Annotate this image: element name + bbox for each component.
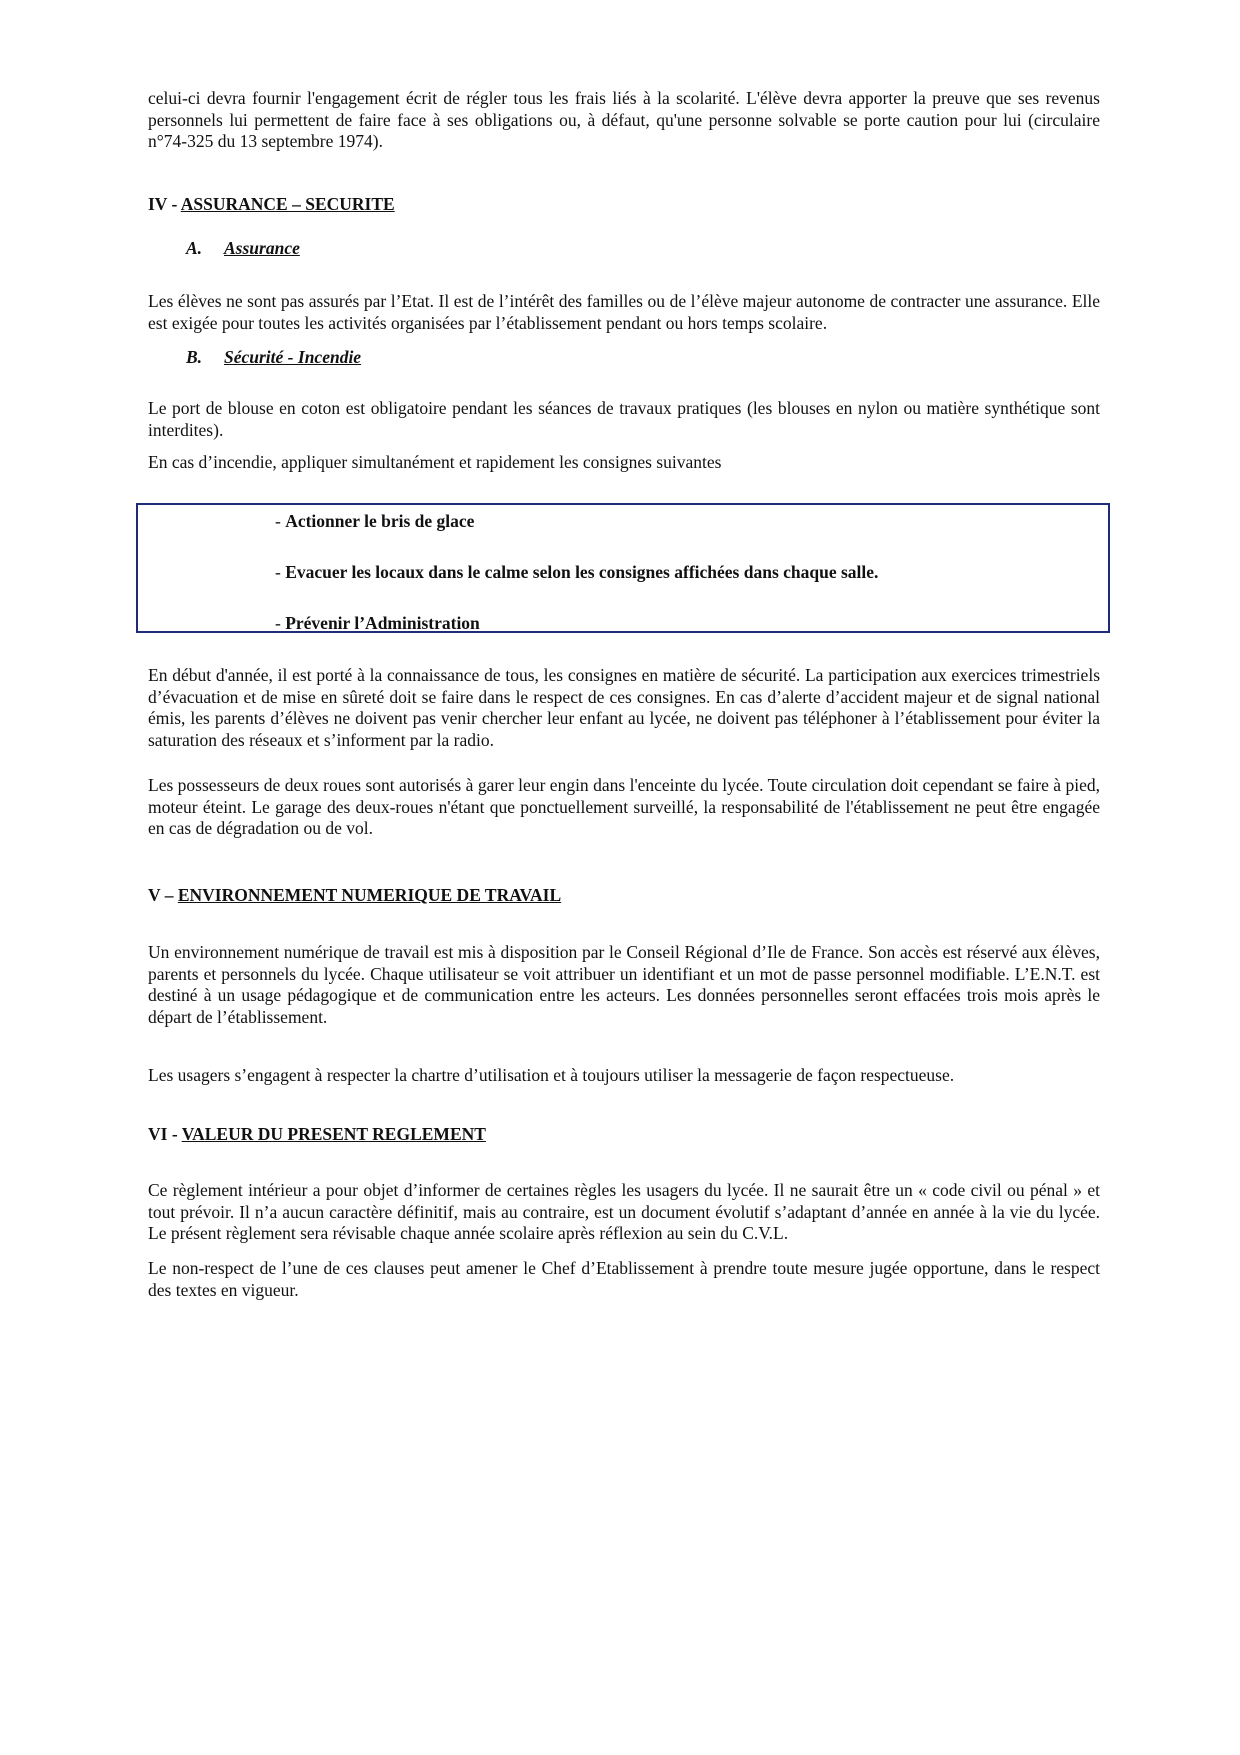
security-paragraph: En début d'année, il est porté à la connaissance de tous, les consignes en matière de sécurité. La participation aux exercices trimestriels d’évacuation et de mise en sûreté doit se faire dans le respect de ces consignes. En cas d’alerte d’accident majeur et de signal national émis, les parents d’élèves ne doivent pas venir chercher leur enfant au lycée, ne doivent pas téléphoner à l’établissement pour éviter la saturation des réseaux et s’informent par la radio. <box>148 665 1100 750</box>
fire-instruction-dash: - <box>275 562 286 582</box>
fire-instruction-item <box>275 511 474 533</box>
section-iv-title: ASSURANCE – SECURITE <box>180 194 395 214</box>
subsection-b-heading <box>186 347 361 369</box>
section-v-heading <box>148 885 561 907</box>
rules-value-paragraph: Ce règlement intérieur a pour objet d’informer de certaines règles les usagers du lycée. Il ne saurait être un « code civil ou pénal » et tout prévoir. Il n’a aucun caractère définitif, mais au contraire, est un document évolutif s’adaptant d’année en année à la vie du lycée. Le présent règlement sera révisable chaque année scolaire après réflexion au sein du C.V.L. <box>148 1180 1100 1243</box>
rules-breach-paragraph: Le non-respect de l’une de ces clauses peut amener le Chef d’Etablissement à prendre toute mesure jugée opportune, dans le respect des textes en vigueur. <box>148 1258 1100 1300</box>
subsection-a-title: Assurance <box>224 238 300 258</box>
fire-instruction-dash: - <box>275 613 286 633</box>
subsection-a-letter: A. <box>186 238 203 258</box>
subsection-b-title: Sécurité - Incendie <box>224 347 362 367</box>
fire-instructions-box <box>136 503 1110 633</box>
intro-paragraph: celui-ci devra fournir l'engagement écrit de régler tous les frais liés à la scolarité. L'élève devra apporter la preuve que ses revenus personnels lui permettent de faire face à ses obligations ou, à défaut, qu'une personne solvable se porte caution pour lui (circulaire n°74-325 du 13 septembre 1974). <box>148 88 1100 151</box>
section-vi-title: VALEUR DU PRESENT REGLEMENT <box>181 1124 486 1144</box>
insurance-paragraph: Les élèves ne sont pas assurés par l’Etat. Il est de l’intérêt des familles ou de l’élève majeur autonome de contracter une assurance. Elle est exigée pour toutes les activités organisées par l’établissement pendant ou hors temps scolaire. <box>148 291 1100 333</box>
fire-instruction-item <box>275 613 480 635</box>
fire-instruction-text: Prévenir l’Administration <box>285 613 480 633</box>
section-iv-number: IV - <box>148 194 181 214</box>
fire-intro-paragraph: En cas d’incendie, appliquer simultanément et rapidement les consignes suivantes <box>148 452 722 472</box>
subsection-a-heading <box>186 238 300 260</box>
fire-instruction-text: Actionner le bris de glace <box>285 511 475 531</box>
lab-coat-paragraph: Le port de blouse en coton est obligatoire pendant les séances de travaux pratiques (les blouses en nylon ou matière synthétique sont interdites). <box>148 398 1100 440</box>
fire-instruction-item <box>275 562 878 584</box>
section-iv-heading <box>148 194 395 216</box>
ent-paragraph: Un environnement numérique de travail est mis à disposition par le Conseil Régional d’Ile de France. Son accès est réservé aux élèves, parents et personnels du lycée. Chaque utilisateur se voit attribuer un identifiant et un mot de passe personnel modifiable. L’E.N.T. est destiné à un usage pédagogique et de communication entre les acteurs. Les données personnelles seront effacées trois mois après le départ de l’établissement. <box>148 942 1100 1027</box>
two-wheels-paragraph: Les possesseurs de deux roues sont autorisés à garer leur engin dans l'enceinte du lycée. Toute circulation doit cependant se faire à pied, moteur éteint. Le garage des deux-roues n'étant que ponctuellement surveillé, la responsabilité de l'établissement ne peut être engagée en cas de dégradation ou de vol. <box>148 775 1100 838</box>
section-v-title: ENVIRONNEMENT NUMERIQUE DE TRAVAIL <box>177 885 562 905</box>
ent-charter-paragraph: Les usagers s’engagent à respecter la chartre d’utilisation et à toujours utiliser la messagerie de façon respectueuse. <box>148 1065 955 1085</box>
section-v-number: V – <box>148 885 178 905</box>
section-vi-number: VI - <box>148 1124 182 1144</box>
section-vi-heading <box>148 1124 486 1146</box>
fire-instruction-dash: - <box>275 511 286 531</box>
subsection-b-letter: B. <box>186 347 203 367</box>
fire-instruction-text: Evacuer les locaux dans le calme selon les consignes affichées dans chaque salle. <box>285 562 879 582</box>
